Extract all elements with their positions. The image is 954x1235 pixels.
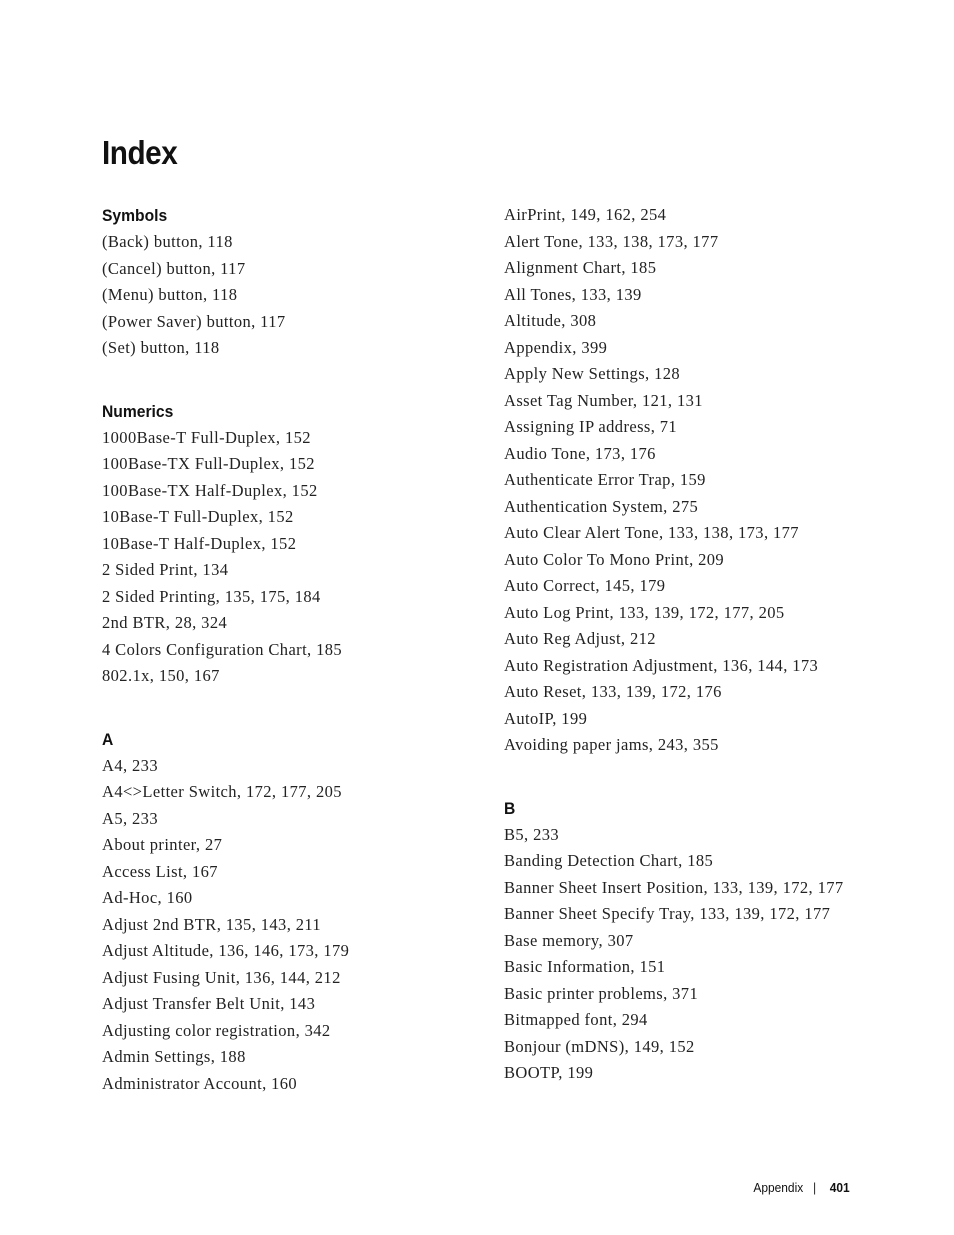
index-column-right bbox=[504, 202, 924, 1123]
index-entry: Auto Log Print, 133, 139, 172, 177, 205 bbox=[504, 602, 785, 622]
index-entry: Bonjour (mDNS), 149, 152 bbox=[504, 1036, 695, 1056]
index-entry: Assigning IP address, 71 bbox=[504, 417, 678, 436]
index-entry: Auto Reset, 133, 139, 172, 176 bbox=[504, 682, 722, 701]
section-heading: Symbols bbox=[102, 206, 168, 225]
index-entry: Access List, 167 bbox=[102, 861, 218, 881]
index-entry: Authentication System, 275 bbox=[504, 496, 699, 516]
index-entry: Bitmapped font, 294 bbox=[504, 1010, 648, 1029]
index-entry: Base memory, 307 bbox=[504, 930, 634, 950]
index-entry: Asset Tag Number, 121, 131 bbox=[504, 390, 703, 410]
page-title: Index bbox=[102, 134, 178, 172]
index-entry: Banner Sheet Insert Position, 133, 139, 172, 177 bbox=[504, 877, 844, 897]
index-entry: Apply New Settings, 128 bbox=[504, 364, 681, 383]
index-entry: Administrator Account, 160 bbox=[102, 1073, 298, 1093]
index-entry: BOOTP, 199 bbox=[504, 1063, 594, 1082]
index-entry: 4 Colors Configuration Chart, 185 bbox=[102, 639, 343, 659]
index-entry: Adjust 2nd BTR, 135, 143, 211 bbox=[102, 914, 322, 934]
index-entry: Basic Information, 151 bbox=[504, 957, 666, 976]
index-entry: 1000Base-T Full-Duplex, 152 bbox=[102, 427, 311, 447]
index-entry: Adjusting color registration, 342 bbox=[102, 1020, 331, 1040]
index-entry: Auto Registration Adjustment, 136, 144, 173 bbox=[504, 655, 819, 675]
index-entry: (Set) button, 118 bbox=[102, 338, 220, 357]
index-entry: A4<>Letter Switch, 172, 177, 205 bbox=[102, 782, 342, 801]
index-entry: Admin Settings, 188 bbox=[102, 1047, 246, 1066]
index-entry: Authenticate Error Trap, 159 bbox=[504, 470, 706, 489]
index-entry: 10Base-T Half-Duplex, 152 bbox=[102, 533, 297, 553]
index-entry: 2 Sided Printing, 135, 175, 184 bbox=[102, 586, 321, 606]
index-entry: Adjust Fusing Unit, 136, 144, 212 bbox=[102, 967, 341, 987]
index-entry: Basic printer problems, 371 bbox=[504, 983, 699, 1003]
index-entry: 2nd BTR, 28, 324 bbox=[102, 613, 228, 632]
page-number: 401 bbox=[830, 1180, 850, 1195]
footer-separator: | bbox=[812, 1180, 817, 1195]
index-section bbox=[102, 398, 472, 690]
index-entry: Adjust Altitude, 136, 146, 173, 179 bbox=[102, 941, 350, 960]
index-entry: Alert Tone, 133, 138, 173, 177 bbox=[504, 231, 719, 251]
index-entry: 2 Sided Print, 134 bbox=[102, 560, 229, 579]
index-entry: Alignment Chart, 185 bbox=[504, 258, 657, 277]
index-entry: A4, 233 bbox=[102, 755, 158, 775]
index-section bbox=[504, 202, 924, 759]
index-entry: Appendix, 399 bbox=[504, 337, 608, 357]
index-entry: 100Base-TX Full-Duplex, 152 bbox=[102, 454, 315, 473]
index-section bbox=[504, 795, 924, 1087]
index-entry: Banding Detection Chart, 185 bbox=[504, 851, 714, 870]
index-entry: Avoiding paper jams, 243, 355 bbox=[504, 735, 719, 754]
section-heading: Numerics bbox=[102, 401, 174, 421]
section-heading: B bbox=[504, 798, 516, 818]
index-entry: (Cancel) button, 117 bbox=[102, 258, 246, 278]
page-footer bbox=[749, 1180, 850, 1195]
index-entry: Adjust Transfer Belt Unit, 143 bbox=[102, 994, 316, 1013]
index-entry: AutoIP, 199 bbox=[504, 708, 588, 728]
index-entry: 802.1x, 150, 167 bbox=[102, 666, 220, 685]
index-section bbox=[102, 202, 472, 362]
index-entry: Auto Reg Adjust, 212 bbox=[504, 629, 656, 648]
index-entry: Auto Correct, 145, 179 bbox=[504, 576, 666, 595]
index-entry: AirPrint, 149, 162, 254 bbox=[504, 205, 667, 224]
index-entry: 10Base-T Full-Duplex, 152 bbox=[102, 507, 294, 526]
index-entry: About printer, 27 bbox=[102, 835, 223, 854]
index-entry: Auto Clear Alert Tone, 133, 138, 173, 177 bbox=[504, 523, 799, 542]
index-entry: 100Base-TX Half-Duplex, 152 bbox=[102, 480, 318, 500]
section-heading: A bbox=[102, 729, 114, 749]
index-section bbox=[102, 726, 472, 1098]
index-column-left bbox=[102, 202, 472, 1133]
index-entry: Audio Tone, 173, 176 bbox=[504, 443, 656, 463]
index-entry: All Tones, 133, 139 bbox=[504, 284, 642, 304]
index-entry: Banner Sheet Specify Tray, 133, 139, 172, 177 bbox=[504, 904, 831, 923]
index-entry: (Back) button, 118 bbox=[102, 232, 233, 251]
footer-section-name: Appendix bbox=[753, 1180, 803, 1195]
index-entry: Auto Color To Mono Print, 209 bbox=[504, 549, 725, 569]
index-entry: Ad-Hoc, 160 bbox=[102, 888, 193, 907]
index-entry: (Menu) button, 118 bbox=[102, 285, 238, 304]
index-entry: B5, 233 bbox=[504, 824, 560, 844]
index-entry: Altitude, 308 bbox=[504, 311, 597, 330]
index-entry: (Power Saver) button, 117 bbox=[102, 311, 286, 331]
index-entry: A5, 233 bbox=[102, 808, 158, 828]
